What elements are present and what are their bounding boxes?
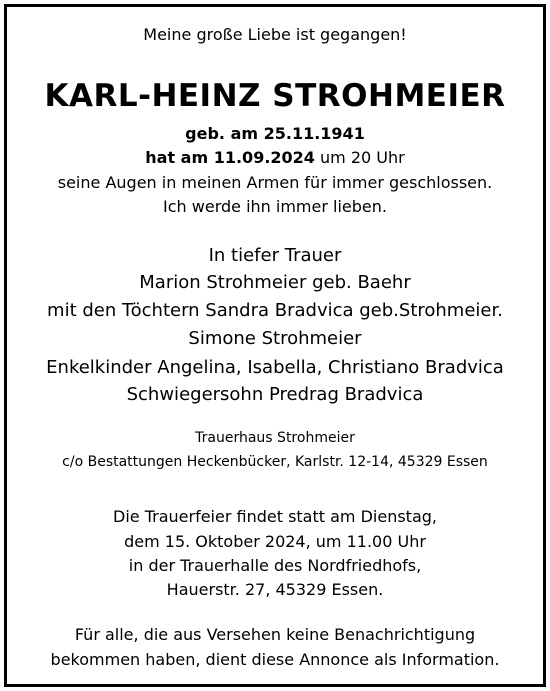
death-date: hat am 11.09.2024 (145, 148, 315, 167)
family-line: Enkelkinder Angelina, Isabella, Christiano Bradvica (46, 357, 504, 378)
service-line: Hauerstr. 27, 45329 Essen. (166, 580, 384, 599)
deceased-name: KARL-HEINZ STROHMEIER (44, 78, 506, 114)
text-line-2: Ich werde ihn immer lieben. (163, 197, 387, 216)
intro-line: Meine große Liebe ist gegangen! (143, 25, 407, 44)
death-date-line (0, 148, 550, 167)
family-line: Schwiegersohn Predrag Bradvica (126, 384, 424, 405)
birth-date: geb. am 25.11.1941 (185, 124, 365, 143)
service-line: Die Trauerfeier findet statt am Dienstag, (113, 507, 437, 526)
service-line: dem 15. Oktober 2024, um 11.00 Uhr (124, 532, 426, 551)
info-note: bekommen haben, dient diese Annonce als Information. (50, 650, 500, 669)
mourning-address: c/o Bestattungen Heckenbücker, Karlstr. 12-14, 45329 Essen (62, 454, 488, 470)
info-note: Für alle, die aus Versehen keine Benachrichtigung (74, 625, 476, 644)
mourning-house: Trauerhaus Strohmeier (195, 430, 355, 446)
family-line: Marion Strohmeier geb. Baehr (139, 272, 411, 293)
family-line: Simone Strohmeier (188, 328, 362, 349)
family-heading: In tiefer Trauer (208, 245, 342, 266)
family-line: mit den Töchtern Sandra Bradvica geb.Strohmeier. (47, 300, 503, 321)
text-line-1: seine Augen in meinen Armen für immer geschlossen. (57, 173, 493, 192)
death-time: um 20 Uhr (314, 148, 405, 167)
service-line: in der Trauerhalle des Nordfriedhofs, (128, 556, 422, 575)
